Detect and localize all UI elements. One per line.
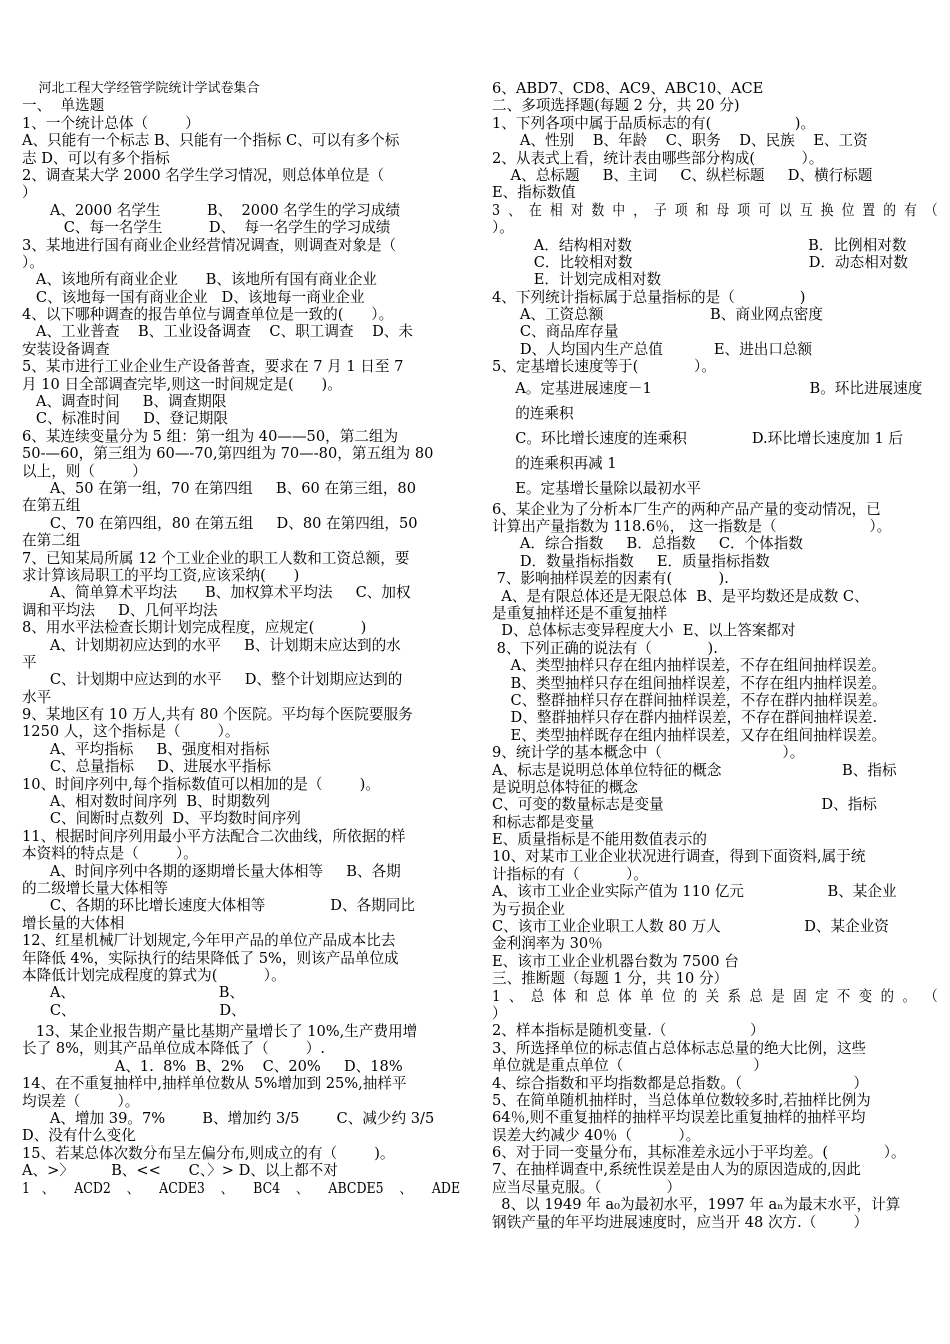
answer-option: A、性别 B、年龄 C、职务 D、民族 E、工资 [492, 132, 868, 150]
answer-option: C、每一名学生 D、 每一名学生的学习成绩 [22, 219, 391, 237]
question-text: 误差大约减少 40％（ ）。 [492, 1126, 701, 1144]
answer-option: 为亏损企业 [492, 900, 565, 918]
answer-option: C、总量指标 D、进展水平指标 [22, 758, 272, 776]
answer-option: A、增加 39。7% B、增加约 3/5 C、减少约 3/5 [22, 1110, 435, 1128]
question-text: 3 、 在 相 对 数 中 ， 子 项 和 母 项 可 以 互 换 位 置 的 有 （ [492, 201, 938, 219]
question-text: 2、调查某大学 2000 名学生学习情况，则总体单位是（ [22, 166, 385, 184]
answer-option: A、工业普查 B、工业设备调查 C、职工调查 D、未 [22, 323, 413, 341]
answer-option: E、指标数值 [492, 184, 576, 202]
section-heading-multiple-choice: 二、多项选择题(每题 2 分，共 20 分) [492, 97, 740, 115]
question-text: 以上，则（ ） [22, 462, 147, 480]
answer-option: C、各期的环比增长速度大体相等 D、各期同比 [22, 897, 415, 915]
question-text: 长了 8%，则其产品单位成本降低了（ ）. [22, 1040, 326, 1058]
question-text: 求计算该局职工的平均工资,应该采纳( ) [22, 566, 300, 584]
question-text: 月 10 日全部调查完毕,则这一时间规定是( )。 [22, 375, 342, 393]
question-text: 2、从表式上看，统计表由哪些部分构成( ）。 [492, 149, 824, 167]
answer-option: 在第二组 [22, 532, 81, 550]
answer-option: C、该市工业企业职工人数 80 万人 D、某企业资 [492, 918, 889, 936]
answer-option: D、人均国内生产总值 E、进出口总额 [492, 340, 813, 358]
question-text: 9、某地区有 10 万人,共有 80 个医院。平均每个医院要服务 [22, 706, 413, 724]
answer-option: E、质量指标是不能用数值表示的 [492, 831, 707, 849]
answer-option: D．数量指标指数 E．质量指标指数 [492, 552, 770, 570]
question-text: 13、某企业报告期产量比基期产量增长了 10%,生产费用增 [22, 1023, 418, 1041]
question-text: 4、下列统计指标属于总量指标的是（ ) [492, 288, 806, 306]
question-text: ） [492, 1004, 507, 1022]
answer-option: 和标志都是变量 [492, 813, 595, 831]
answer-option: 是重复抽样还是不重复抽样 [492, 604, 668, 622]
answer-option: C、间断时点数列 D、平均数时间序列 [22, 810, 301, 828]
answer-option: 安装设备调查 [22, 340, 110, 358]
question-text: 5、在简单随机抽样时，当总体单位数较多时,若抽样比例为 [492, 1091, 871, 1109]
question-text: ）。 [22, 253, 44, 271]
question-text: 钢铁产量的年平均进展速度时，应当开 48 次方.（ ） [492, 1213, 869, 1231]
question-text: 6、某连续变量分为 5 组：第一组为 40——50，第二组为 [22, 427, 399, 445]
answer-option: C、可变的数量标志是变量 D、指标 [492, 796, 877, 814]
answer-option: D、整群抽样只存在群内抽样误差，不存在群间抽样误差. [492, 709, 878, 727]
question-text: 11、根据时间序列用最小平方法配合二次曲线，所依据的样 [22, 827, 406, 845]
answer-option: 调和平均法 D、几何平均法 [22, 601, 218, 619]
answer-option: A、相对数时间序列 B、时期数列 [22, 793, 271, 811]
section-heading-single-choice: 一、 单选题 [22, 97, 105, 115]
answer-option: A、是有限总体还是无限总体 B、是平均数还是成数 C、 [492, 587, 869, 605]
answer-option: A、 B、 [22, 984, 245, 1002]
answer-option: A、标志是说明总体单位特征的概念 B、指标 [492, 761, 897, 779]
answer-option: 是说明总体特征的概念 [492, 778, 638, 796]
answer-option: 水平 [22, 688, 52, 706]
question-text: 3、某地进行国有商业企业经营情况调查，则调查对象是（ [22, 236, 397, 254]
answer-option: A。定基进展速度－1 B。环比进展速度 [492, 379, 923, 397]
answer-option: A、该市工业企业实际产值为 110 亿元 B、某企业 [492, 883, 897, 901]
section-heading-true-false: 三、推断题（每题 1 分，共 10 分） [492, 970, 729, 988]
answer-option: A、1. 8% B、2% C、20% D、18% [22, 1057, 403, 1075]
question-text: 计算出产量指数为 118.6％， 这一指数是（ ）。 [492, 518, 892, 536]
answer-option: A、时间序列中各期的逐期增长量大体相等 B、各期 [22, 862, 401, 880]
question-text: 1 、 总 体 和 总 体 单 位 的 关 系 总 是 固 定 不 变 的 。 （ [492, 987, 938, 1005]
question-text: 4、综合指数和平均指数都是总指数。（ ） [492, 1074, 869, 1092]
question-text: 均误差（ ）。 [22, 1092, 140, 1110]
answer-option: C、70 在第四组，80 在第五组 D、80 在第四组，50 [22, 514, 418, 532]
question-text: 9、统计学的基本概念中（ ）。 [492, 744, 805, 762]
answer-option: D、没有什么变化 [22, 1127, 136, 1145]
answer-option: 在第五组 [22, 497, 81, 515]
answer-option: A、50 在第一组，70 在第四组 B、60 在第三组，80 [22, 479, 416, 497]
question-text: 计指标的有（ ）。 [492, 865, 648, 883]
question-text: 12、红星机械厂计划规定,今年甲产品的单位产品成本比去 [22, 932, 396, 950]
question-text: 7、影响抽样误差的因素有( ). [492, 570, 729, 588]
answer-option: A、平均指标 B、强度相对指标 [22, 740, 270, 758]
left-column [22, 80, 460, 1197]
answer-option: C、商品库存量 [492, 323, 619, 341]
question-text: 50-—60，第三组为 60—-70,第四组为 70—-80，第五组为 80 [22, 445, 434, 463]
question-text: 志 D、可以有多个指标 [22, 149, 170, 167]
answer-option: C、该地每一国有商业企业 D、该地每一商业企业 [22, 288, 365, 306]
question-text: 7、在抽样调查中,系统性误差是由人为的原因造成的,因此 [492, 1161, 861, 1179]
answer-option: A．综合指数 B．总指数 C．个体指数 [492, 535, 803, 553]
answer-key: 6、ABD7、CD8、AC9、ABC10、ACE [492, 80, 764, 97]
question-text: 14、在不重复抽样中,抽样单位数从 5%增加到 25%,抽样平 [22, 1075, 407, 1093]
answer-option: 的二级增长量大体相等 [22, 879, 168, 897]
question-text: 1250 人，这个指标是（ ）。 [22, 723, 240, 741]
answer-option: B、类型抽样只存在组间抽样误差，不存在组内抽样误差。 [492, 674, 887, 692]
question-text: 5、定基增长速度等于( ）。 [492, 358, 716, 376]
answer-option: C。环比增长速度的连乘积 D.环比增长速度加 1 后 [492, 429, 903, 447]
answer-key: 1 、 ACD2 、 ACDE3 、 BC4 、 ABCDE5 、 ADE [22, 1179, 461, 1197]
question-text: 3、所选择单位的标志值占总体标志总量的绝大比例，这些 [492, 1039, 867, 1057]
question-text: ） [22, 184, 37, 202]
answer-option: 平 [22, 653, 37, 671]
document-title: 河北工程大学经管学院统计学试卷集合 [22, 81, 260, 96]
answer-option: A、调查时间 B、调查期限 [22, 393, 227, 411]
answer-option: A、计划期初应达到的水平 B、计划期末应达到的水 [22, 636, 401, 654]
answer-option: 的连乘积 [492, 404, 574, 422]
answer-option: A、类型抽样只存在组内抽样误差，不存在组间抽样误差。 [492, 657, 886, 675]
answer-option: 的连乘积再减 1 [492, 454, 617, 472]
question-text: 6、某企业为了分析本厂生产的两种产品产量的变动情况，已 [492, 500, 881, 518]
question-text: 8、用水平法检查长期计划完成程度，应规定( ) [22, 619, 367, 637]
answer-option: A、该地所有商业企业 B、该地所有国有商业企业 [22, 271, 377, 289]
answer-option: A、2000 名学生 B、 2000 名学生的学习成绩 [22, 201, 401, 219]
answer-option: 金利润率为 30％ [492, 935, 603, 953]
answer-option: E。定基增长量除以最初水平 [492, 479, 701, 497]
answer-option: A、>〉 B、<< C、〉> D、以上都不对 [22, 1162, 338, 1180]
answer-option: A．结构相对数 B．比例相对数 [492, 236, 907, 254]
answer-option: E．计划完成相对数 [492, 271, 662, 289]
question-text: 15、若某总体次数分布呈左偏分布,则成立的有（ )。 [22, 1144, 395, 1162]
question-text: 4、以下哪种调查的报告单位与调查单位是一致的( ）。 [22, 306, 394, 324]
question-text: 6、对于同一变量分布，其标准差永远小于平均差。( ）。 [492, 1144, 906, 1162]
question-text: 5、某市进行工业企业生产设备普查，要求在 7 月 1 日至 7 [22, 358, 404, 376]
answer-option: A、工资总额 B、商业网点密度 [492, 306, 823, 324]
question-text: 单位就是重点单位（ ） [492, 1057, 768, 1075]
answer-option: A、总标题 B、主词 C、纵栏标题 D、横行标题 [492, 166, 873, 184]
answer-option: C、标准时间 D、登记期限 [22, 410, 228, 428]
question-text: 7、已知某局所属 12 个工业企业的职工人数和工资总额，要 [22, 549, 410, 567]
answer-option: E、该市工业企业机器台数为 7500 台 [492, 952, 739, 970]
answer-option: E、类型抽样既存在组内抽样误差，又存在组间抽样误差。 [492, 726, 887, 744]
question-text: 2、样本指标是随机变量.（ ） [492, 1022, 765, 1040]
right-column [492, 80, 938, 1231]
question-text: A、只能有一个标志 B、只能有一个指标 C、可以有多个标 [22, 132, 400, 150]
question-text: 10、对某市工业企业状况进行调查，得到下面资料,属于统 [492, 848, 866, 866]
question-text: 8、以 1949 年 a₀为最初水平，1997 年 aₙ为最末水平，计算 [492, 1196, 901, 1214]
question-text: 64％,则不重复抽样的抽样平均误差比重复抽样的抽样平均 [492, 1109, 866, 1127]
question-text: 应当尽量克服。（ ） [492, 1178, 681, 1196]
question-text: ）。 [492, 219, 514, 237]
answer-option: 增长量的大体相 [22, 914, 125, 932]
question-text: 本资料的特点是（ ）。 [22, 845, 198, 863]
answer-option: D、总体标志变异程度大小 E、以上答案都对 [492, 622, 796, 640]
question-text: 10、时间序列中,每个指标数值可以相加的是（ )。 [22, 775, 380, 793]
answer-option: A、简单算术平均法 B、加权算术平均法 C、加权 [22, 584, 411, 602]
question-text: 年降低 4%，实际执行的结果降低了 5%，则该产品单位成 [22, 949, 399, 967]
question-text: 1、下列各项中属于品质标志的有( )。 [492, 114, 816, 132]
answer-option: C、整群抽样只存在群间抽样误差，不存在群内抽样误差。 [492, 691, 887, 709]
answer-option: C．比较相对数 D．动态相对数 [492, 253, 909, 271]
question-text: 本降低计划完成程度的算式为( ）。 [22, 966, 286, 984]
answer-option: C、计划期中应达到的水平 D、整个计划期应达到的 [22, 671, 403, 689]
question-text: 8、下列正确的说法有（ ). [492, 639, 718, 657]
answer-option: C、 D、 [22, 1001, 246, 1019]
question-text: 1、一个统计总体（ ） [22, 114, 200, 132]
